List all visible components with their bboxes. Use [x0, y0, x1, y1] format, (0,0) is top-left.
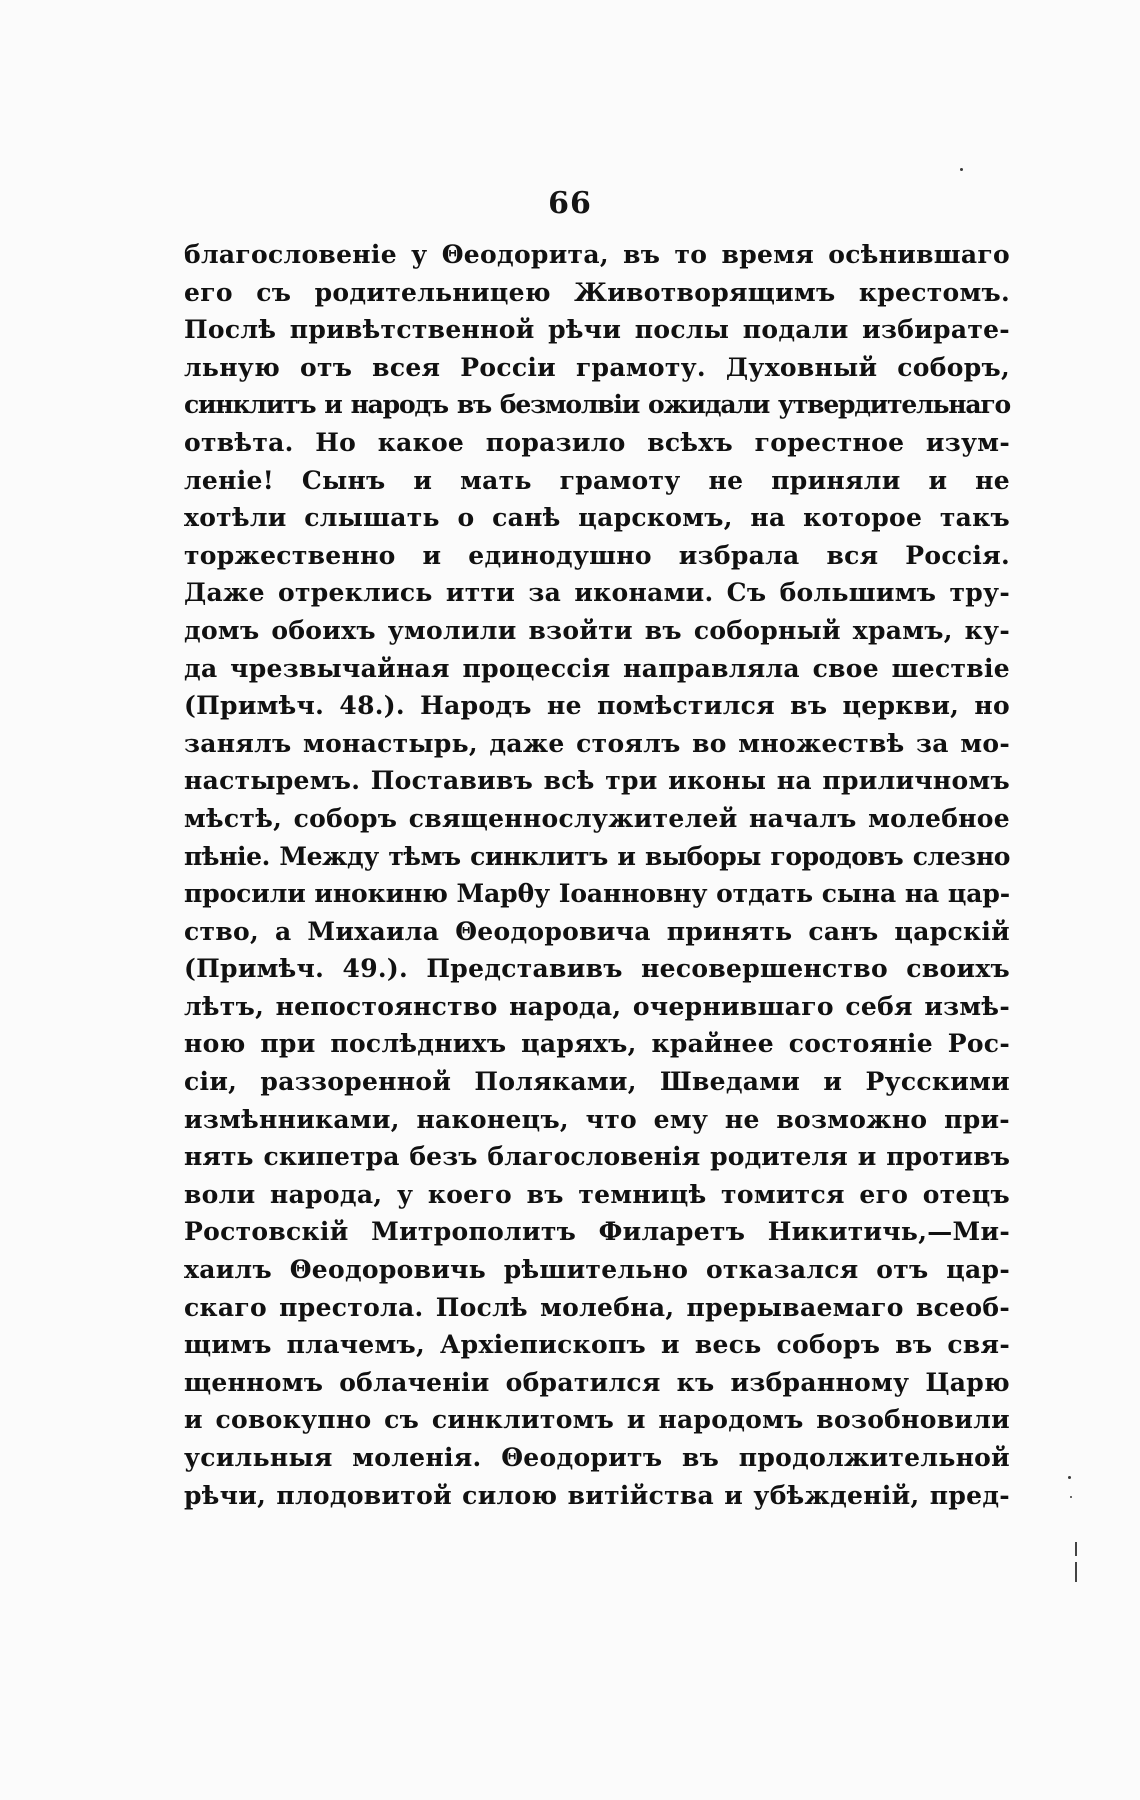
text-line: рѣчи, плодовитой силою витійства и убѣжденій, пред- [184, 1480, 1010, 1510]
text-line: его съ родительницею Животворящимъ крестомъ. [184, 277, 1010, 307]
text-line: Послѣ привѣтственной рѣчи послы подали избирате- [184, 315, 1010, 345]
text-line: домъ обоихъ умолили взойти въ соборный храмъ, ку- [184, 615, 1010, 645]
text-line: Даже отреклись итти за иконами. Съ большимъ тру- [184, 578, 1010, 608]
scan-speck [1070, 1496, 1072, 1498]
text-line: скаго престола. Послѣ молебна, прерываемаго всеоб- [184, 1292, 1010, 1322]
text-line: настыремъ. Поставивъ всѣ три иконы на приличномъ [184, 766, 1010, 796]
text-line: хаилъ Θеодоровичь рѣшительно отказался отъ цар- [184, 1255, 1010, 1285]
text-line: воли народа, у коего въ темницѣ томится его отецъ [184, 1179, 1010, 1209]
text-line: занялъ монастырь, даже стоялъ во множествѣ за мо- [184, 728, 1010, 758]
page-number: 66 [548, 186, 592, 221]
text-line: леніе! Сынъ и мать грамоту не приняли и не [184, 465, 1010, 495]
text-line: просили инокиню Марθу Іоанновну отдать сына на цар- [184, 879, 1010, 909]
text-line: торжественно и единодушно избрала вся Россія. [184, 540, 1010, 570]
text-line: нять скипетра безъ благословенія родителя и противъ [184, 1142, 1010, 1172]
text-line: ство, а Михаила Θеодоровича принять санъ царскій [184, 916, 1010, 946]
text-line: измѣнниками, наконецъ, что ему не возможно при- [184, 1104, 1010, 1134]
scan-edge-mark [1075, 1562, 1077, 1582]
body-text [184, 236, 1010, 1514]
text-line: (Примѣч. 48.). Народъ не помѣстился въ церкви, но [184, 691, 1010, 721]
text-line: льную отъ всея Россіи грамоту. Духовный соборъ, [184, 352, 1010, 382]
text-line: благословеніе у Θеодорита, въ то время осѣнившаго [184, 240, 1010, 269]
text-line: лѣтъ, непостоянство народа, очернившаго себя измѣ- [184, 991, 1010, 1021]
text-line: синклитъ и народъ въ безмолвіи ожидали утвердительнаго [184, 390, 1010, 420]
text-line: щимъ плачемъ, Архіепископъ и весь соборъ въ свя- [184, 1330, 1010, 1360]
text-line: мѣстѣ, соборъ священнослужителей началъ молебное [184, 803, 1010, 833]
text-line: да чрезвычайная процессія направляла свое шествіе [184, 653, 1010, 683]
scan-edge-mark [1075, 1542, 1077, 1556]
text-line: ною при послѣднихъ царяхъ, крайнее состояніе Рос- [184, 1029, 1010, 1059]
text-line: отвѣта. Но какое поразило всѣхъ горестное изум- [184, 427, 1010, 457]
text-line: хотѣли слышать о санѣ царскомъ, на которое такъ [184, 503, 1010, 533]
scan-speck [1068, 1476, 1071, 1479]
scan-speck [960, 168, 963, 171]
text-line: Ростовскій Митрополитъ Филаретъ Никитичь,—Ми- [184, 1217, 1010, 1247]
text-line: (Примѣч. 49.). Представивъ несовершенство своихъ [184, 954, 1010, 984]
text-line: щенномъ облаченіи обратился къ избранному Царю [184, 1367, 1010, 1397]
text-line: сіи, раззоренной Поляками, Шведами и Русскими [184, 1067, 1010, 1097]
text-line: усильныя моленія. Θеодоритъ въ продолжительной [184, 1443, 1010, 1472]
text-line: пѣніе. Между тѣмъ синклитъ и выборы городовъ слезно [184, 841, 1010, 871]
text-line: и совокупно съ синклитомъ и народомъ возобновили [184, 1405, 1010, 1435]
